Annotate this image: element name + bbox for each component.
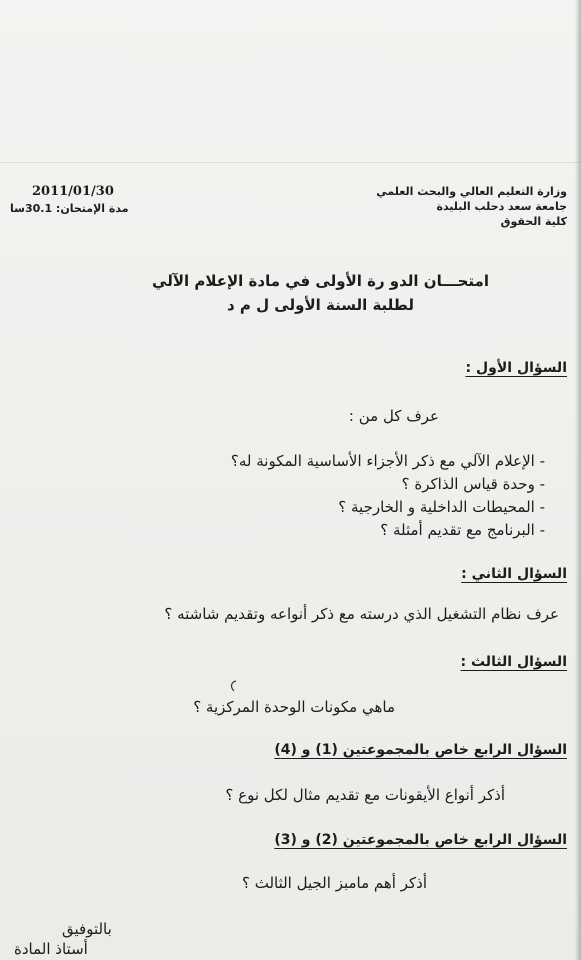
pen-mark-icon xyxy=(228,680,238,692)
list-item: - الإعلام الآلي مع ذكر الأجزاء الأساسية المكونة له؟ xyxy=(230,452,545,470)
question-4a-heading: السؤال الرابع خاص بالمجموعتين (1) و (4) xyxy=(274,742,567,758)
exam-duration: مدة الإمتحان: 30.1سا xyxy=(10,202,129,215)
scan-edge-shadow xyxy=(575,0,581,960)
question-3-heading: السؤال الثالث : xyxy=(460,654,567,670)
ministry-name: وزارة التعليم العالي والبحث العلمي xyxy=(376,185,567,198)
teacher-signature-label: أستاذ المادة xyxy=(14,940,88,958)
question-4a-text: أذكر أنواع الأيقونات مع تقديم مثال لكل نوع ؟ xyxy=(225,786,505,804)
list-item: - البرنامج مع تقديم أمثلة ؟ xyxy=(380,521,545,539)
university-name: جامعة سعد دحلب البليدة xyxy=(436,200,567,213)
question-2-heading: السؤال الثاني : xyxy=(461,566,567,582)
question-1-items xyxy=(231,450,545,542)
question-1-heading: السؤال الأول : xyxy=(465,360,567,376)
question-3-text: ماهي مكونات الوحدة المركزية ؟ xyxy=(193,698,395,716)
faculty-name: كلية الحقوق xyxy=(500,215,567,228)
exam-date: 2011/01/30 xyxy=(32,184,114,199)
closing-wish: بالتوفيق xyxy=(62,920,112,938)
question-4b-heading: السؤال الرابع خاص بالمجموعتين (2) و (3) xyxy=(274,832,567,848)
paper-fold-line xyxy=(0,162,581,163)
institution-header xyxy=(376,184,567,229)
list-item: - المحيطات الداخلية و الخارجية ؟ xyxy=(338,498,545,516)
question-4b-text: أذكر أهم مامبز الجيل الثالث ؟ xyxy=(241,874,427,892)
question-2-text: عرف نظام التشغيل الذي درسته مع ذكر أنواعه وتقديم شاشته ؟ xyxy=(164,605,559,623)
list-item: - وحدة قياس الذاكرة ؟ xyxy=(401,475,545,493)
exam-subtitle: لطلبة السنة الأولى ل م د xyxy=(226,296,415,314)
question-1-text: عرف كل من : xyxy=(348,407,439,425)
exam-title: امتحـــان الدو رة الأولى في مادة الإعلام الآلي xyxy=(152,272,489,290)
